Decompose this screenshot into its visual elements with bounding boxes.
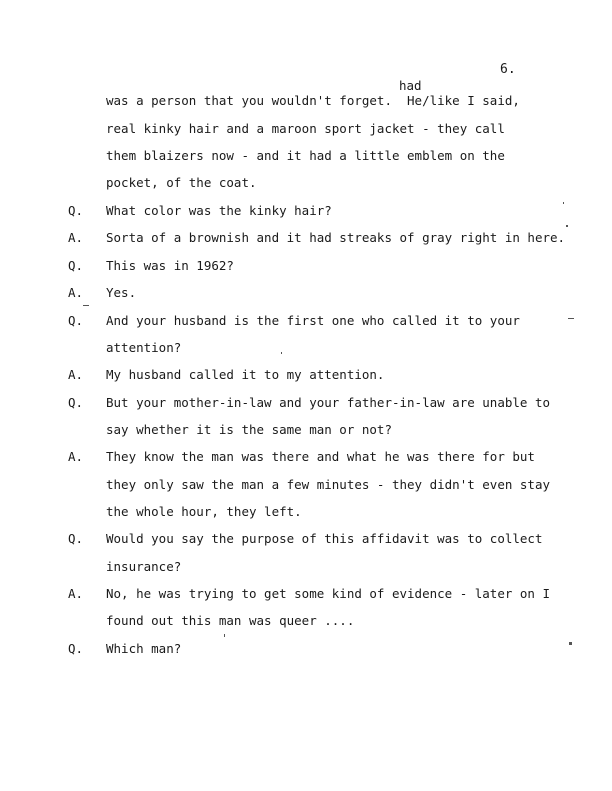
exchange-line: insurance? [106, 559, 182, 574]
exchange-line: What color was the kinky hair? [106, 203, 332, 218]
speaker-label: A. [68, 285, 84, 300]
exchange-line: My husband called it to my attention. [106, 367, 385, 382]
exchange-line: Would you say the purpose of this affidavit was to collect [106, 531, 543, 546]
exchange-line: And your husband is the first one who called it to your [106, 313, 520, 328]
scan-speck [224, 634, 225, 637]
exchange-line: attention? [106, 340, 182, 355]
exchange-line: Yes. [106, 285, 137, 300]
handwritten-insert: had [399, 78, 422, 93]
speaker-label: Q. [68, 641, 84, 656]
exchange-line: No, he was trying to get some kind of evidence - later on I [106, 586, 551, 601]
exchange-line: Sorta of a brownish and it had streaks of gray right in here. [106, 230, 566, 245]
speaker-label: A. [68, 586, 84, 601]
scan-speck [566, 225, 568, 227]
scan-speck [569, 642, 572, 645]
scan-speck [568, 318, 574, 319]
speaker-label: Q. [68, 395, 84, 410]
speaker-label: Q. [68, 531, 84, 546]
speaker-label: A. [68, 367, 84, 382]
exchange-line: Which man? [106, 641, 182, 656]
exchange-line: But your mother-in-law and your father-in-law are unable to [106, 395, 551, 410]
scan-speck [563, 202, 564, 204]
exchange-line: found out this man was queer .... [106, 613, 355, 628]
continuation-line: pocket, of the coat. [106, 175, 257, 190]
speaker-label: Q. [68, 258, 84, 273]
continuation-line: was a person that you wouldn't forget. He/like I said, [106, 93, 520, 108]
page-number: 6. [500, 62, 516, 77]
speaker-label: Q. [68, 313, 84, 328]
scan-speck [83, 305, 89, 306]
exchange-line: they only saw the man a few minutes - they didn't even stay [106, 477, 551, 492]
exchange-line: This was in 1962? [106, 258, 234, 273]
exchange-line: the whole hour, they left. [106, 504, 302, 519]
speaker-label: A. [68, 230, 84, 245]
continuation-line: them blaizers now - and it had a little emblem on the [106, 148, 505, 163]
speaker-label: A. [68, 449, 84, 464]
scan-speck [281, 352, 282, 354]
exchange-line: say whether it is the same man or not? [106, 422, 392, 437]
continuation-line: real kinky hair and a maroon sport jacket - they call [106, 121, 505, 136]
speaker-label: Q. [68, 203, 84, 218]
exchange-line: They know the man was there and what he was there for but [106, 449, 535, 464]
